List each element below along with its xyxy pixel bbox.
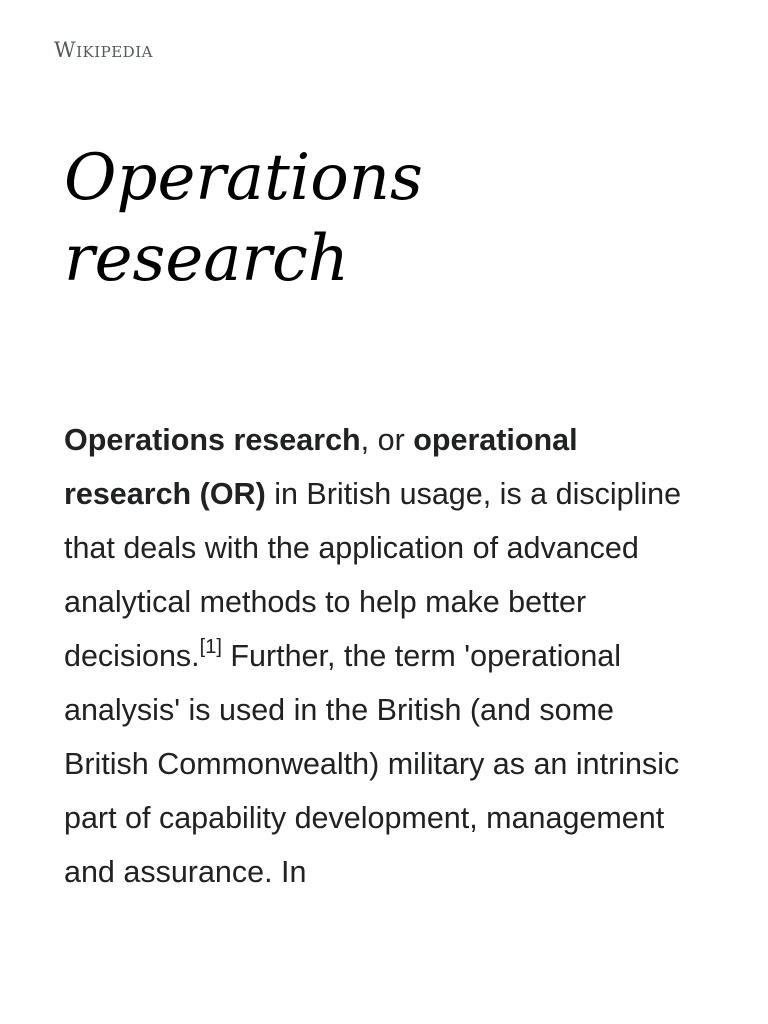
term-operations-research: Operations research	[64, 423, 361, 457]
article-intro-paragraph	[64, 413, 694, 899]
citation-superscript	[200, 636, 222, 658]
wikipedia-wordmark[interactable]: Wikipedia	[54, 38, 153, 62]
intro-text-part-2: Further, the term 'operational analysis' is used in the British (and some British Commonwealth) military as an intrinsic part of capability development, management and assurance. In	[64, 639, 680, 889]
intro-text-separator: , or	[360, 423, 414, 457]
page-title: Operations research	[64, 141, 423, 296]
term-operational-research: operational research (OR)	[64, 423, 578, 511]
intro-text-part-1: in British usage, is a discipline that deals with the application of advanced analytical methods to help make better decisions.	[64, 477, 682, 673]
citation-link-1[interactable]: [1]	[199, 636, 222, 658]
